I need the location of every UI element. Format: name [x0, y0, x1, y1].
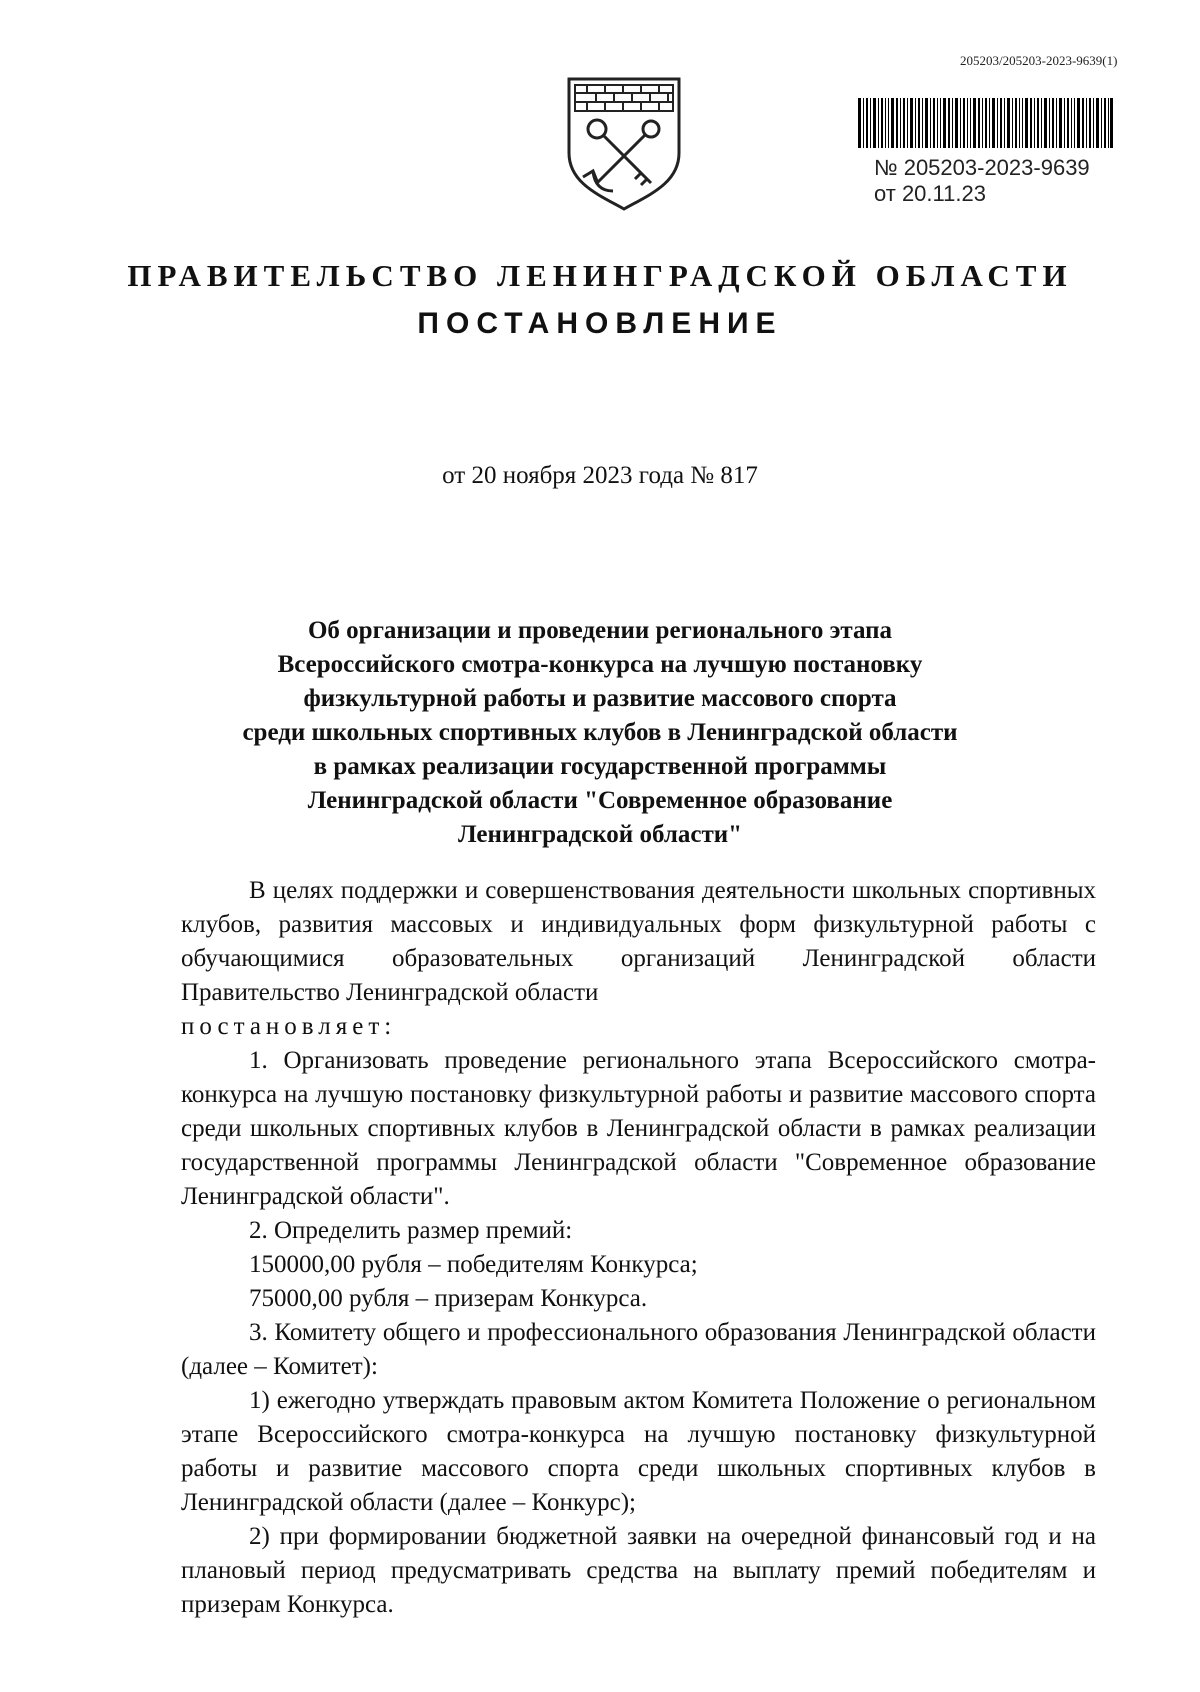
- registration-date: от 20.11.23: [874, 181, 986, 206]
- decree-date-number: от 20 ноября 2023 года № 817: [442, 462, 758, 489]
- document-type-heading: ПОСТАНОВЛЕНИЕ: [417, 307, 783, 340]
- title-line: физкультурной работы и развитие массового спорта: [303, 685, 897, 712]
- document-reference: 205203/205203-2023-9639(1): [960, 53, 1118, 68]
- leningrad-oblast-coat-of-arms-icon: [565, 75, 683, 213]
- title-line: в рамках реализации государственной программы: [313, 753, 887, 780]
- item-3-2-paragraph: 2) при формировании бюджетной заявки на очередной финансовый год и на плановый период предусматривать средства на выплату премий победителям и призерам Конкурса.: [181, 1523, 1096, 1618]
- preamble-paragraph: В целях поддержки и совершенствования деятельности школьных спортивных клубов, развития массовых и индивидуальных форм физкультурной работы с обучающимися образовательных организаций Ленинградской области Правительство Ленинградской области: [181, 877, 1096, 1006]
- prize-runners-up-line: 75000,00 рубля – призерам Конкурса.: [249, 1285, 648, 1312]
- decree-body: [181, 874, 1096, 1622]
- title-line: Ленинградской области "Современное образование: [307, 787, 893, 814]
- registration-block: [874, 155, 1090, 207]
- registration-number: № 205203-2023-9639: [874, 155, 1090, 180]
- authority-heading: ПРАВИТЕЛЬСТВО ЛЕНИНГРАДСКОЙ ОБЛАСТИ: [127, 258, 1073, 293]
- item-2-paragraph: 2. Определить размер премий:: [249, 1217, 573, 1244]
- title-line: Об организации и проведении регионального этапа: [307, 617, 893, 644]
- prize-winners-line: 150000,00 рубля – победителям Конкурса;: [249, 1251, 698, 1278]
- item-3-1-paragraph: 1) ежегодно утверждать правовым актом Комитета Положение о региональном этапе Всероссийского смотра-конкурса на лучшую постановку физкультурной работы и развитие массового спорта среди школьных спортивных клубов в Ленинградской области (далее – Конкурс);: [181, 1387, 1096, 1516]
- item-3-paragraph: 3. Комитету общего и профессионального образования Ленинградской области (далее – Комитет):: [181, 1319, 1096, 1380]
- title-line: Ленинградской области": [457, 821, 743, 848]
- barcode-icon: [858, 98, 1113, 148]
- item-1-paragraph: 1. Организовать проведение регионального этапа Всероссийского смотра-конкурса на лучшую постановку физкультурной работы и развитие массового спорта среди школьных спортивных клубов в Ленинградской области в рамках реализации государственной программы Ленинградской области "Современное образование Ленинградской области".: [181, 1047, 1096, 1210]
- decree-title: [150, 614, 1050, 852]
- resolves-word: постановляет:: [181, 1013, 397, 1040]
- title-line: среди школьных спортивных клубов в Ленинградской области: [242, 719, 958, 746]
- title-line: Всероссийского смотра-конкурса на лучшую постановку: [277, 651, 923, 678]
